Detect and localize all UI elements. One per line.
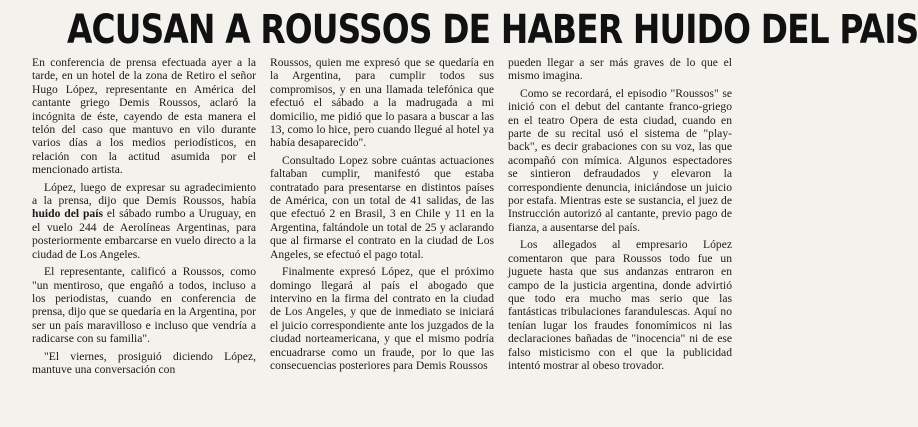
paragraph: En conferencia de prensa efectuada ayer a la tarde, en un hotel de la zona de Retiro el señor Hugo López, representante en América del cantante griego Demis Roussos, aclaró la incógnita de éste, cayendo de esta manera el telón del caso que mantuvo en vilo durante varios días a los medios periodísticos, en relación con la actitud asumida por el mencionado artista. — [32, 56, 256, 177]
emphasis-text: huido del país — [32, 207, 103, 221]
paragraph: Finalmente expresó López, que el próximo domingo llegará al país el abogado que intervino en la firma del contrato en la ciudad de Los Angeles, y que de inmediato se iniciará el juicio correspondiente ante los juzgados de la ciudad norteamericana, y que el mismo podría encuadrarse como un fraude, por lo que las consecuencias posteriores para Demis Roussos — [270, 265, 494, 372]
paragraph: "El viernes, prosiguió diciendo López, mantuve una conversación con — [32, 349, 256, 376]
paragraph: El representante, calificó a Roussos, como "un mentiroso, que engañó a todos, incluso a los periodistas, cuando en conferencia de prensa, dijo que se quedaría en la Argentina, por ser un país maravilloso e incluso que vendría a radicarse con su familia". — [32, 265, 256, 346]
paragraph: Los allegados al empresario López comentaron que para Roussos todo fue un juguete hasta que sus andanzas entraron en campo de la justicia argentina, donde advirtió que todo era mucho mas serio que las fantásticas tribulaciones farandulescas. Aquí no tenían lugar los fraudes fonomímicos ni las declaraciones bañadas de "inocencia" ni de ese falso misticismo con el que la publicidad intentó mostrar al obeso trovador. — [508, 238, 732, 372]
text-run: el sábado rumbo a Uruguay, en el vuelo 244 de Aerolíneas Argentinas, para posteriormente embarcarse en vuelo directo a la ciudad de Los Angeles. — [32, 207, 257, 261]
column-1 — [32, 56, 256, 422]
column-3 — [508, 56, 732, 422]
paragraph — [32, 181, 256, 261]
paragraph: Como se recordará, el episodio "Roussos" se inició con el debut del cantante franco-griego en el teatro Opera de esta ciudad, cuando en parte de su recital usó el sistema de "play-back", es decir grabaciones con su voz, las que acompañó con mímica. Algunos espectadores se sintieron defraudados y elevaron la correspondiente denuncia, iniciándose un juicio por estafa. Mientras este se sustancia, el juez de Instrucción autorizó al cantante, previo pago de fianza, a ausentarse del país. — [508, 86, 732, 234]
paragraph: pueden llegar a ser más graves de lo que el mismo imagina. — [508, 56, 732, 83]
paragraph: Roussos, quien me expresó que se quedaría en la Argentina, para cumplir todos sus compromisos, y en una llamada telefónica que efectuó el sábado a la madrugada a mi domicilio, me pidió que lo pasara a buscar a las 13, como lo hice, pero cuando llegué al hotel ya había desaparecido". — [270, 56, 494, 150]
paragraph: Consultado Lopez sobre cuántas actuaciones faltaban cumplir, manifestó que estaba contratado para presentarse en distintos países de América, con un total de 41 salidas, de las que efectuó 2 en Brasil, 3 en Chile y 11 en la Argentina, faltándole un total de 25 y aclarando que al firmarse el contrato en la ciudad de Los Angeles, se efectuó el pago total. — [270, 153, 494, 261]
headline: ACUSAN A ROUSSOS DE HABER HUIDO DEL PAIS — [66, 7, 918, 53]
column-2 — [270, 56, 494, 422]
article-body — [32, 56, 732, 422]
text-run: López, luego de expresar su agradecimiento a la prensa, dijo que Demis Roussos, había — [32, 180, 256, 208]
